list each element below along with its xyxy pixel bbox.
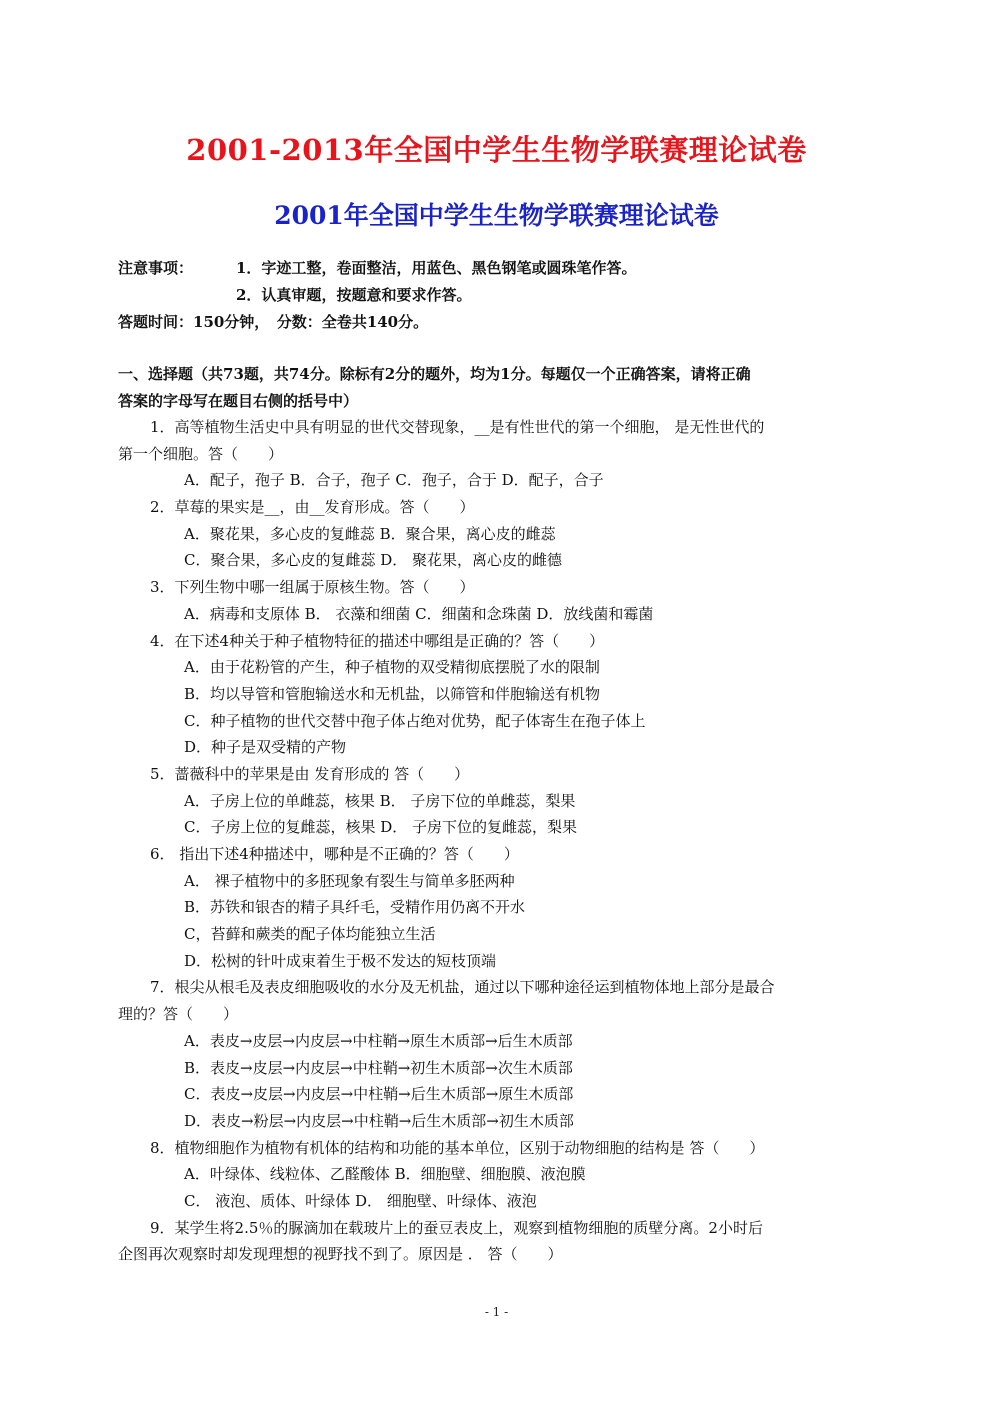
answer-options: A．表皮→皮层→内皮层→中柱鞘→原生木质部→后生木质部 [184, 1031, 573, 1050]
answer-options: C．种子植物的世代交替中孢子体占绝对优势，配子体寄生在孢子体上 [184, 711, 646, 730]
question-text: 8．植物细胞作为植物有机体的结构和功能的基本单位，区别于动物细胞的结构是 答（ ） [150, 1138, 765, 1157]
question-text-continued: 理的？答（ ） [118, 1005, 239, 1024]
answer-options: B．苏铁和银杏的精子具纤毛，受精作用仍离不开水 [184, 898, 526, 917]
note-row-2 [118, 282, 636, 309]
answer-options: C．表皮→皮层→内皮层→中柱鞘→后生木质部→原生木质部 [184, 1085, 574, 1104]
note-row-1 [118, 255, 636, 282]
question-text: 9．某学生将2.5％的脲滴加在载玻片上的蚕豆表皮上，观察到植物细胞的质壁分离。2小时后 [150, 1218, 763, 1237]
question-text: 7．根尖从根毛及表皮细胞吸收的水分及无机盐，通过以下哪种途径运到植物体地上部分是最合 [150, 978, 775, 997]
answer-options: A．叶绿体、线粒体、乙醛酸体 B．细胞壁、细胞膜、液泡膜 [184, 1165, 586, 1184]
question-list [118, 414, 878, 1268]
answer-options: C．聚合果，多心皮的复雌蕊 D． 聚花果，离心皮的雌德 [184, 551, 563, 570]
answer-options: D．种子是双受精的产物 [184, 738, 347, 757]
answer-options: D．表皮→粉层→内皮层→中柱鞘→后生木质部→初生木质部 [184, 1111, 574, 1130]
answer-options: C． 液泡、质体、叶绿体 D． 细胞壁、叶绿体、液泡 [184, 1191, 537, 1210]
section-heading-line-2: 答案的字母写在题目右侧的括号中） [118, 392, 359, 410]
question-text: 3．下列生物中哪一组属于原核生物。答（ ） [150, 578, 475, 597]
section-heading [118, 361, 878, 415]
answer-options: A．配子，孢子 B．合子，孢子 C．孢子，合于 D．配子，合子 [184, 471, 604, 490]
answer-options: B．表皮→皮层→内皮层→中柱鞘→初生木质部→次生木质部 [184, 1058, 573, 1077]
note-item-1: 1．字迹工整，卷面整洁，用蓝色、黑色钢笔或圆珠笔作答。 [236, 259, 637, 277]
answer-options: A．由于花粉管的产生，种子植物的双受精彻底摆脱了水的限制 [184, 658, 600, 677]
section-heading-line-1: 一、选择题（共73题，共74分。除标有2分的题外，均为1分。每题仅一个正确答案，请将正确 [118, 365, 751, 383]
question-text: 6． 指出下述4种描述中，哪种是不正确的？答（ ） [150, 845, 519, 863]
answer-options: C．子房上位的复雌蕊，核果 D． 子房下位的复雌蕊，梨果 [184, 818, 578, 837]
answer-options: C，苔藓和蕨类的配子体均能独立生活 [184, 925, 436, 944]
answer-options: A．病毒和支原体 B． 衣藻和细菌 C．细菌和念珠菌 D．放线菌和霉菌 [184, 604, 654, 623]
page-number: - 1 - [484, 1305, 509, 1319]
question-text: 1．高等植物生活史中具有明显的世代交替现象，__是有性世代的第一个细胞， 是无性世代的 [150, 418, 765, 436]
question-text-continued: 企图再次观察时却发现理想的视野找不到了。原因是 ． 答（ ） [118, 1245, 563, 1264]
answer-options: A． 裸子植物中的多胚现象有裂生与简单多胚两种 [184, 871, 515, 890]
exam-notes [118, 255, 636, 336]
notes-label: 注意事项： [118, 259, 194, 277]
question-text: 5．蔷薇科中的苹果是由 发育形成的 答（ ） [150, 764, 470, 783]
question-text: 2．草莓的果实是__，由__发育形成。答（ ） [150, 498, 475, 517]
answer-options: D．松树的针叶成束着生于极不发达的短枝顶端 [184, 951, 497, 970]
note-item-2: 2．认真审题，按题意和要求作答。 [236, 286, 472, 304]
question-text: 4．在下述4种关于种子植物特征的描述中哪组是正确的？答（ ） [150, 631, 605, 650]
exam-time-score: 答题时间：150分钟， 分数：全卷共140分。 [118, 313, 429, 331]
answer-options: A．聚花果，多心皮的复雌蕊 B．聚合果，离心皮的雌蕊 [184, 524, 556, 543]
answer-options: A．子房上位的单雌蕊，核果 B． 子房下位的单雌蕊，梨果 [184, 791, 576, 810]
exam-subtitle: 2001年全国中学生生物学联赛理论试卷 [274, 201, 719, 230]
question-text-continued: 第一个细胞。答（ ） [118, 444, 284, 463]
document-title: 2001-2013年全国中学生生物学联赛理论试卷 [186, 133, 807, 167]
answer-options: B．均以导管和管胞输送水和无机盐，以筛管和伴胞输送有机物 [184, 684, 601, 703]
